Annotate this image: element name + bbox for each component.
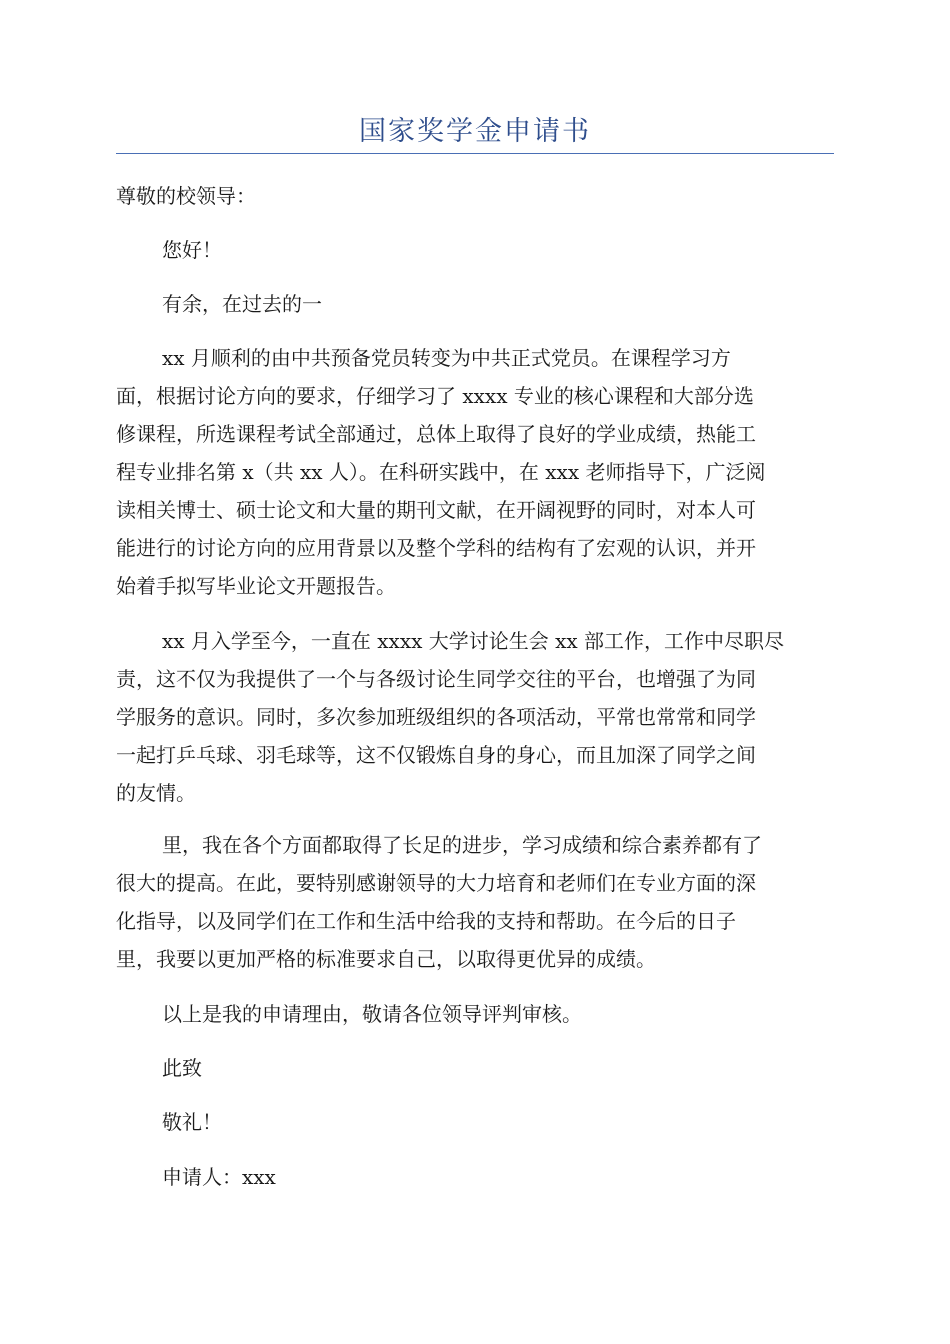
paragraph-4-line: 很大的提高。在此，要特别感谢领导的大力培育和老师们在专业方面的深	[116, 871, 756, 895]
paragraph-2-line: 读相关博士、硕士论文和大量的期刊文献，在开阔视野的同时，对本人可	[116, 498, 756, 522]
paragraph-3-line: xx 月入学至今，一直在 xxxx 大学讨论生会 xx 部工作，工作中尽职尽	[162, 629, 785, 653]
paragraph-4-line: 里，我要以更加严格的标准要求自己，以取得更优异的成绩。	[116, 947, 656, 971]
paragraph-3-line: 学服务的意识。同时，多次参加班级组织的各项活动，平常也常常和同学	[116, 705, 756, 729]
salutation: 尊敬的校领导：	[116, 184, 256, 208]
paragraph-2-line: xx 月顺利的由中共预备党员转变为中共正式党员。在课程学习方	[162, 346, 731, 370]
document-title: 国家奖学金申请书	[359, 116, 591, 147]
paragraph-4-line: 里，我在各个方面都取得了长足的进步，学习成绩和综合素养都有了	[162, 833, 762, 857]
paragraph-2-line: 始着手拟写毕业论文开题报告。	[116, 574, 396, 598]
greeting: 您好！	[162, 238, 222, 262]
paragraph-3-line: 责，这不仅为我提供了一个与各级讨论生同学交往的平台，也增强了为同	[116, 667, 756, 691]
paragraph-1: 有余，在过去的一	[162, 292, 322, 316]
paragraph-4-line: 化指导，以及同学们在工作和生活中给我的支持和帮助。在今后的日子	[116, 909, 736, 933]
paragraph-3-line: 一起打乒乓球、羽毛球等，这不仅锻炼自身的身心，而且加深了同学之间	[116, 743, 756, 767]
closing-1: 此致	[162, 1056, 202, 1080]
paragraph-5: 以上是我的申请理由，敬请各位领导评判审核。	[162, 1002, 582, 1026]
paragraph-2-line: 面，根据讨论方向的要求，仔细学习了 xxxx 专业的核心课程和大部分选	[116, 384, 754, 408]
paragraph-2-line: 程专业排名第 x（共 xx 人）。在科研实践中，在 xxx 老师指导下，广泛阅	[116, 460, 766, 484]
applicant-signature: 申请人：xxx	[162, 1165, 276, 1189]
title-underline	[116, 153, 834, 154]
paragraph-3-line: 的友情。	[116, 781, 196, 805]
paragraph-2-line: 能进行的讨论方向的应用背景以及整个学科的结构有了宏观的认识，并开	[116, 536, 756, 560]
paragraph-2-line: 修课程，所选课程考试全部通过，总体上取得了良好的学业成绩，热能工	[116, 422, 756, 446]
closing-2: 敬礼！	[162, 1110, 222, 1134]
